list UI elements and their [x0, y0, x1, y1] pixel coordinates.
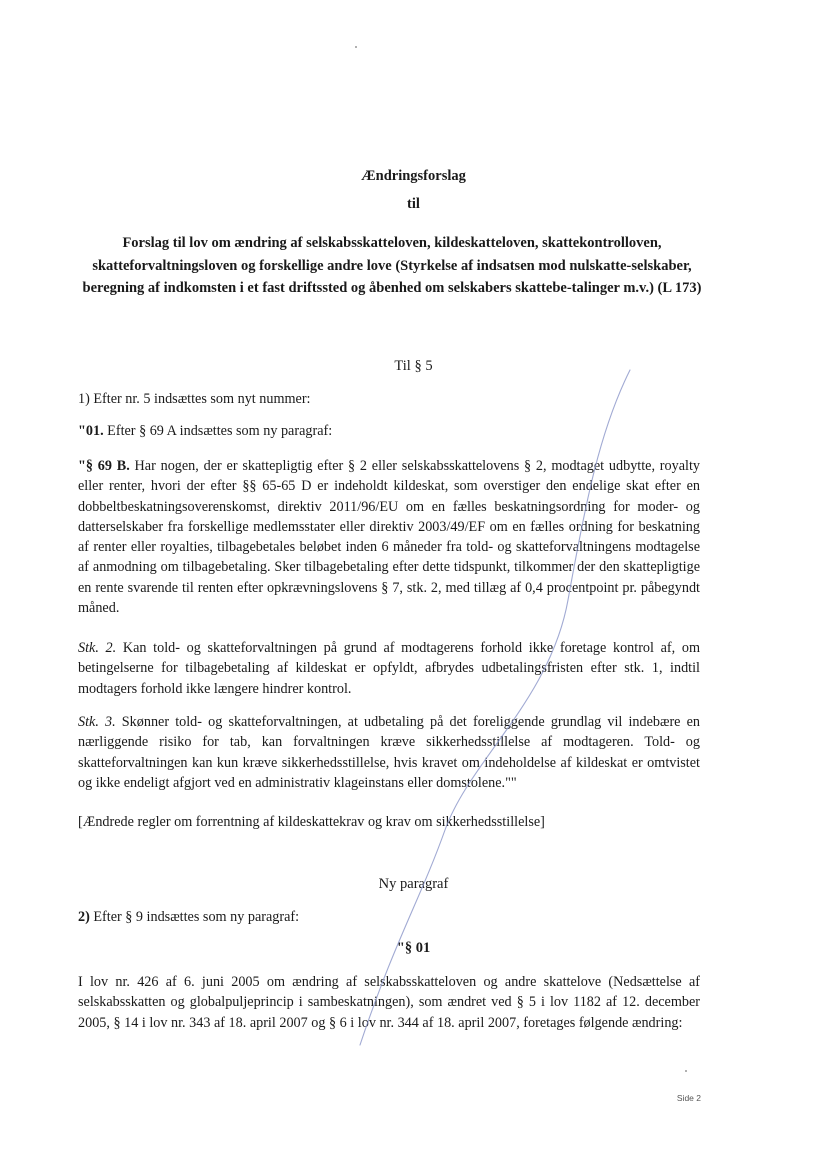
item-number: 1)	[78, 391, 90, 407]
amendment-item-2	[78, 909, 299, 926]
item-text: Efter nr. 5 indsættes som nyt nummer:	[93, 391, 311, 407]
stk-2	[78, 638, 700, 699]
paragraph-label: "§ 69 B.	[78, 458, 130, 474]
sub-item-number: "01.	[78, 423, 104, 439]
paragraph-text: Har nogen, der er skattepligtig efter § 2 eller selskabsskattelovens § 2, modtaget udbytte, royalty eller renter, hvori der efter §§ 65-65 D er indeholdt kildeskat, som overstiger den endelige skat efter en dobbeltbeskatningsoverenskomst, direktiv 2011/96/EU om en fælles beskatningsordning for moder- og datterselskaber fra forskellige medlemsstater eller direktiv 2003/49/EF om en fælles ordning for beskatning af renter eller royalties, tilbagebetales beløbet inden 6 måneder fra told- og skatteforvaltningens modtagelse af anmodning om tilbagebetaling. Sker tilbagebetaling efter dette tidspunkt, tilkommer der den skattepligtige en rente svarende til renten efter opkrævningslovens § 7, stk. 2, med tillæg af 0,4 procentpoint pr. påbegyndt måned.	[78, 458, 700, 617]
stk-2-text: Kan told- og skatteforvaltningen på grund af modtagerens forhold ikke foretage kontrol af, om betingelserne for tilbagebetaling af kildeskat er opfyldt, afbrydes udbetalingsfristen efter stk. 1, indtil modtagers forhold ikke længere hindrer kontrol.	[78, 640, 700, 697]
scan-speck	[685, 1070, 687, 1072]
paragraph-01-text: I lov nr. 426 af 6. juni 2005 om ændring af selskabsskatteloven og andre skattelove (Nedsættelse af selskabsskatten og globalpuljeprincip i sambeskatningen), som ændret ved § 5 i lov 1182 af 12. december 2005, § 14 i lov nr. 343 af 18. april 2007 og § 6 i lov nr. 344 af 18. april 2007, foretages følgende ændring:	[78, 974, 700, 1031]
amendment-item-1	[78, 391, 311, 408]
item-number: 2)	[78, 909, 90, 925]
stk-3	[78, 712, 700, 793]
page-number: Side 2	[676, 1093, 701, 1103]
sub-item-01	[78, 423, 332, 440]
sub-item-text: Efter § 69 A indsættes som ny paragraf:	[107, 423, 333, 439]
stk-3-label: Stk. 3.	[78, 714, 116, 730]
section-title-til-5: Til § 5	[394, 358, 433, 374]
scan-speck	[355, 46, 357, 48]
item-text: Efter § 9 indsættes som ny paragraf:	[93, 909, 300, 925]
paragraph-69b	[78, 456, 700, 618]
stk-3-text: Skønner told- og skatteforvaltningen, at udbetaling på det foreliggende grundlag vil indebære en nærliggende risiko for tab, kan forvaltningen kræve sikkerhedsstillelse af modtageren. Told- og skatteforvaltningen kan kun kræve sikkerhedsstillelse, hvis kravet om indeholdelse af kildeskat er omtvistet og ikke endeligt afgjort ved en administrativ klageinstans eller domstolene.""	[78, 714, 700, 791]
section-title-ny-paragraf: Ny paragraf	[378, 876, 449, 892]
bill-title: Forslag til lov om ændring af selskabsskatteloven, kildeskatteloven, skattekontrolloven, skatteforvaltningsloven og forskellige andre love (Styrkelse af indsatsen mod nulskatte-selskaber, beregning af indkomsten i et fast driftssted og åbenhed om selskabers skattebe-talinger m.v.) (L 173)	[82, 235, 702, 296]
document-heading: Ændringsforslag	[361, 168, 466, 184]
stk-2-label: Stk. 2.	[78, 640, 117, 656]
paragraph-heading-01: "§ 01	[396, 940, 431, 956]
bracket-note: [Ændrede regler om forrentning af kildeskattekrav og krav om sikkerhedsstillelse]	[78, 814, 545, 830]
heading-til: til	[407, 196, 420, 212]
